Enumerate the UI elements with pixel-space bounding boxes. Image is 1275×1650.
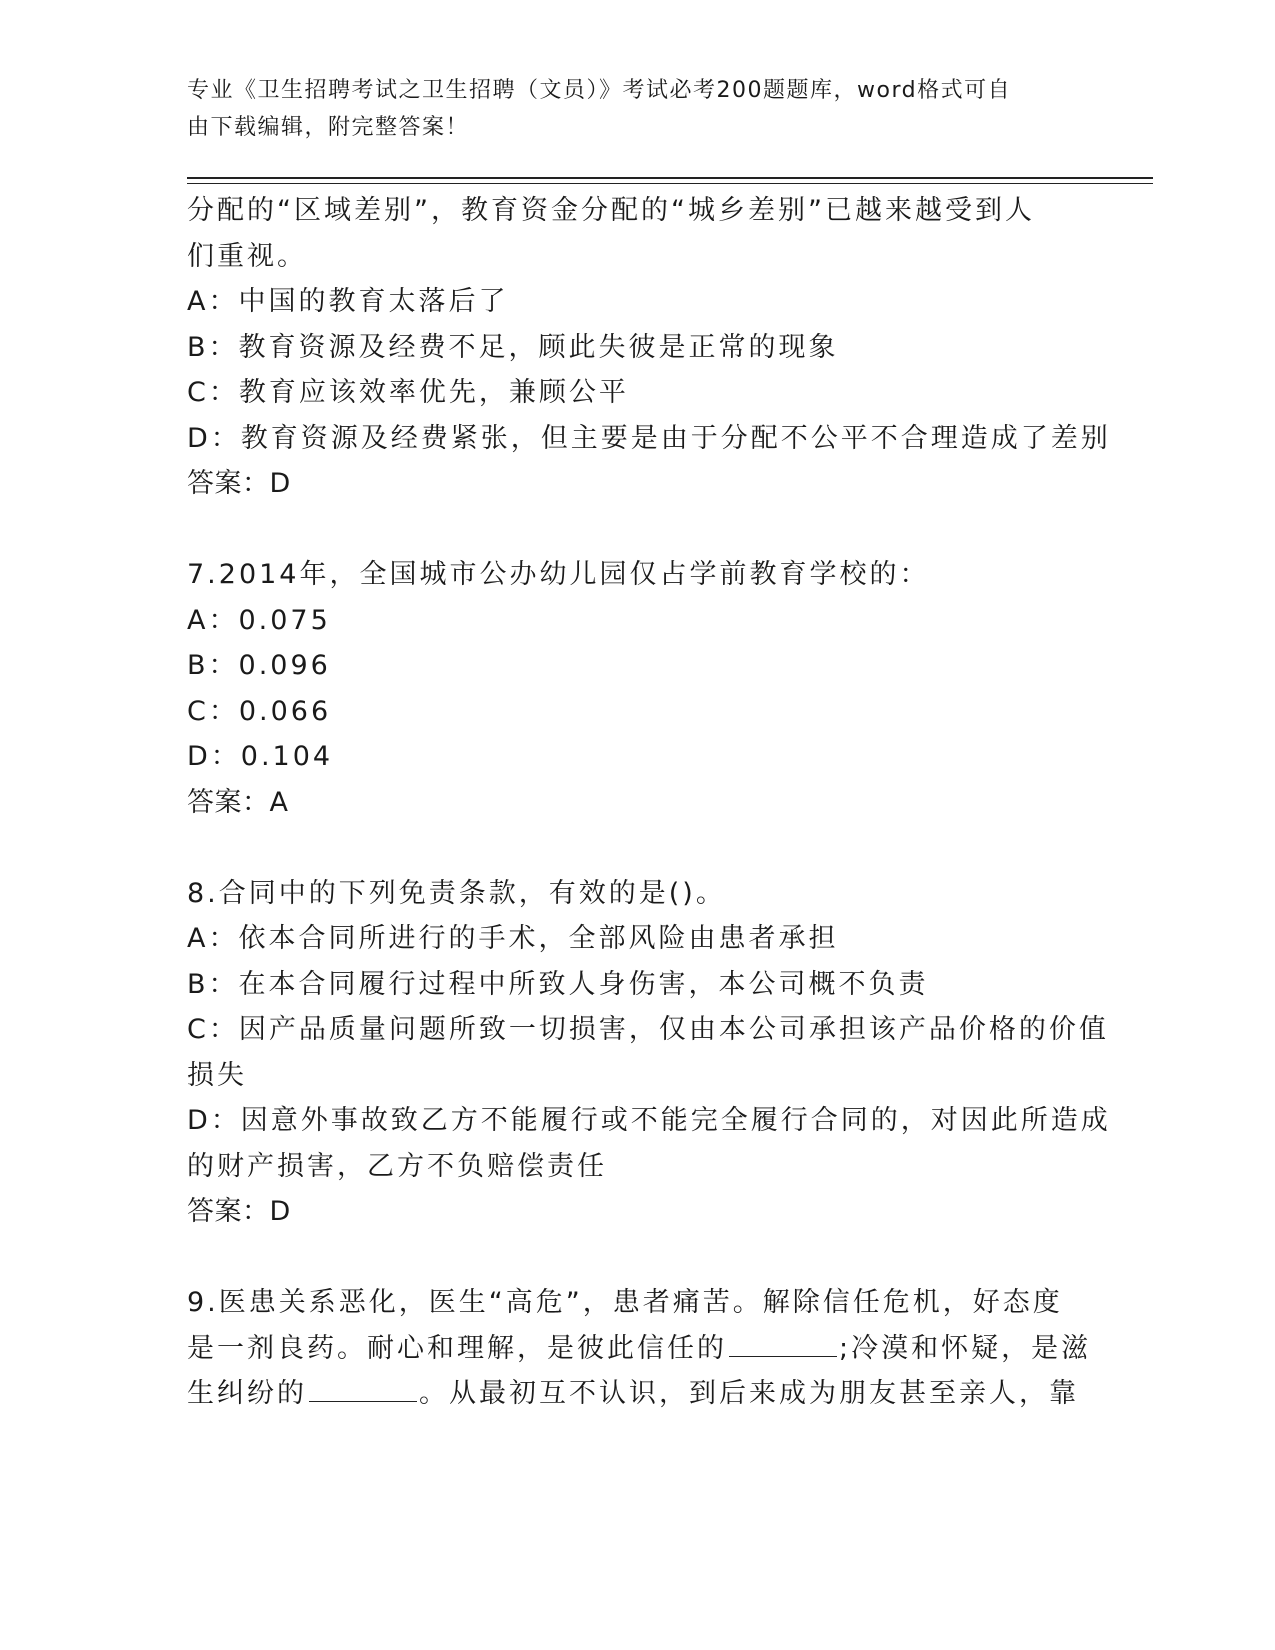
answer-label: 答案：A (187, 786, 289, 818)
header-divider-thin (187, 183, 1153, 184)
option-a: A：中国的教育太落后了 (187, 286, 509, 317)
option-b: B：教育资源及经费不足，顾此失彼是正常的现象 (187, 331, 839, 363)
question-stem-line2 (187, 1326, 1092, 1372)
option-b: B：0.096 (187, 650, 331, 681)
option-c: C：教育应该效率优先，兼顾公平 (187, 377, 629, 408)
option-b: B：在本合同履行过程中所致人身伤害，本公司概不负责 (187, 968, 929, 1000)
spacer (187, 507, 1087, 553)
fill-blank-1 (729, 1330, 837, 1357)
question-stem: 7.2014年，全国城市公办幼儿园仅占学前教育学校的： (187, 559, 930, 590)
answer-label: 答案：D (187, 468, 291, 499)
header-title-line2: 由下载编辑，附完整答案！ (187, 115, 470, 140)
stem-text: 生纠纷的 (187, 1378, 307, 1409)
stem-text: 是一剂良药。耐心和理解，是彼此信任的 (187, 1332, 727, 1364)
question-9 (187, 1280, 1092, 1417)
page-header (187, 72, 1067, 146)
answer-label: 答案：D (187, 1196, 291, 1227)
question-stem: 8.合同中的下列免责条款，有效的是()。 (187, 877, 726, 909)
option-a: A：依本合同所进行的手术，全部风险由患者承担 (187, 923, 839, 954)
question-stem-line3 (187, 1371, 1087, 1417)
stem-text: 。从最初互不认识，到后来成为朋友甚至亲人，靠 (419, 1378, 1079, 1409)
question-6 (187, 188, 1111, 507)
option-d: D：因意外事故致乙方不能履行或不能完全履行合同的，对因此所造成 (187, 1105, 1111, 1136)
question-continuation: 们重视。 (187, 240, 307, 272)
stem-text: ;冷漠和怀疑，是滋 (839, 1332, 1092, 1364)
option-d-continuation: 的财产损害，乙方不负赔偿责任 (187, 1150, 607, 1182)
question-8 (187, 871, 1111, 1235)
option-d: D：教育资源及经费紧张，但主要是由于分配不公平不合理造成了差别 (187, 422, 1111, 454)
option-a: A：0.075 (187, 604, 331, 636)
option-c: C：0.066 (187, 695, 332, 727)
option-c: C：因产品质量问题所致一切损害，仅由本公司承担该产品价格的价值 (187, 1014, 1109, 1045)
question-list (187, 188, 1111, 1417)
question-stem: 9.医患关系恶化，医生“高危”，患者痛苦。解除信任危机，好态度 (187, 1287, 1063, 1318)
header-title-line1: 专业《卫生招聘考试之卫生招聘（文员）》考试必考200题题库，word格式可自 (187, 78, 1012, 103)
option-c-continuation: 损失 (187, 1059, 247, 1091)
spacer (187, 1235, 1087, 1281)
fill-blank-2 (309, 1375, 417, 1402)
option-d: D：0.104 (187, 741, 334, 772)
question-7 (187, 552, 1087, 825)
header-divider-thick (187, 177, 1153, 179)
spacer (187, 825, 1087, 871)
question-continuation: 分配的“区域差别”，教育资金分配的“城乡差别”已越来越受到人 (187, 195, 1035, 226)
